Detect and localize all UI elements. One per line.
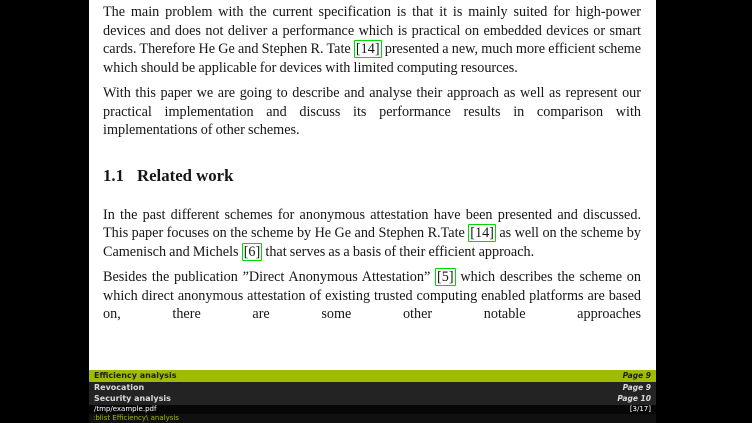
completion-item-label: Security analysis [94,394,171,404]
paragraph: In the past different schemes for anonymous attestation have been presented and discussed. This paper focuses on the scheme by He Ge and Stephen R.Tate [14] as well on the scheme by Camenisch and Michels [6] that serves as a basis of their efficient approach. [103,206,641,260]
completion-item[interactable] [89,393,656,405]
completion-item-label: Revocation [94,382,145,392]
command-text: :blist Efficiency\ analysis [93,414,179,423]
section-number: 1.1 [103,165,124,185]
paragraph: Besides the publication ”Direct Anonymous Attestation” [5] which describes the scheme on which direct anonymous attestation of existing trusted computing enabled platforms are based on, there are some other notable approaches [103,269,641,322]
completion-item-page: Page 10 [617,394,651,404]
statusbar-page-indicator: [3/17] [629,405,651,414]
completion-item-page: Page 9 [622,370,651,380]
section-title: Related work [136,165,234,185]
completion-item[interactable] [89,370,656,382]
completion-item-label: Efficiency analysis [94,370,177,380]
paragraph: With this paper we are going to describe and analyse their approach as well as represent our practical implementation and discuss its performance results in comparison with implementations of other schemes. [103,85,641,138]
citation-link[interactable]: [5] [437,269,454,285]
paragraph: The main problem with the current specification is that it is mainly suited for high-power devices and does not deliver a performance which is practical on embedded devices or smart cards. Therefore He Ge and Stephen R. Tate [14] presented a new, much more efficient scheme which should be applicable for devices with limited computing resources. [103,4,642,76]
citation-link[interactable]: [14] [470,225,494,241]
completion-item-page: Page 9 [622,382,651,392]
citation-link[interactable]: [14] [355,41,380,57]
command-inputbar[interactable] [89,414,656,423]
completion-list [89,370,656,405]
completion-item[interactable] [89,382,656,394]
statusbar-file-path: /tmp/example.pdf [94,405,157,414]
statusbar [89,405,656,414]
citation-link[interactable]: [6] [243,243,261,260]
section-heading [103,166,641,186]
pdf-viewer-window [89,0,656,423]
document-page [89,0,656,370]
